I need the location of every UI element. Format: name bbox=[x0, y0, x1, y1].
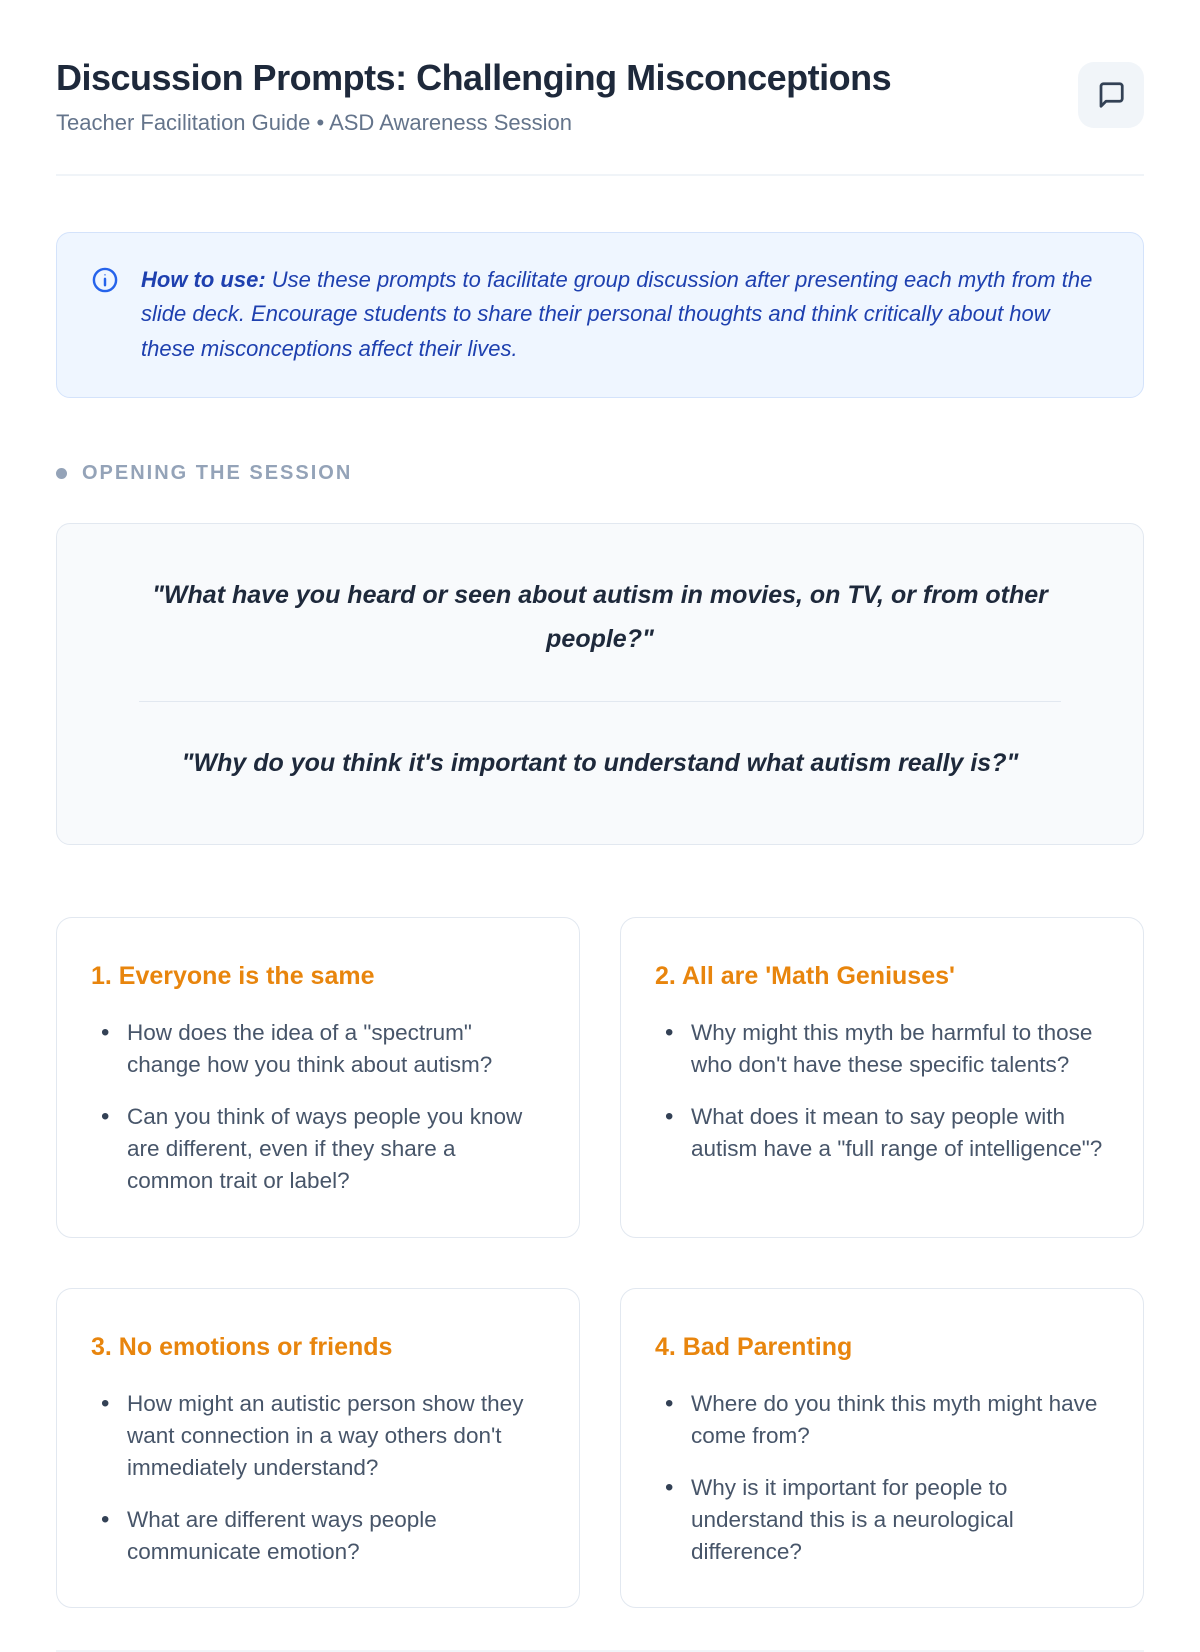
section-bullet-icon bbox=[56, 468, 67, 479]
myth-card-1 bbox=[56, 917, 580, 1238]
section-opening-the-session bbox=[56, 462, 1144, 485]
myth-card-bullets bbox=[91, 1017, 545, 1197]
how-to-use-callout bbox=[56, 232, 1144, 398]
comment-button[interactable] bbox=[1078, 62, 1144, 128]
myth-card-heading: 1. Everyone is the same bbox=[91, 962, 375, 991]
callout-body: Use these prompts to facilitate group discussion after presenting each myth from the slide deck. Encourage students to share their personal thoughts and think critically about how these misconceptions affect their lives. bbox=[141, 266, 1093, 362]
myth-card-4 bbox=[620, 1288, 1144, 1609]
opening-quote: "What have you heard or seen about autism in movies, on TV, or from other people?" bbox=[152, 580, 1048, 653]
comment-icon bbox=[1096, 80, 1126, 110]
info-icon bbox=[91, 266, 119, 294]
page-title: Discussion Prompts: Challenging Misconceptions bbox=[56, 57, 892, 98]
page-subtitle: Teacher Facilitation Guide • ASD Awareness Session bbox=[56, 109, 573, 135]
bullet-item: • What does it mean to say people with autism have a "full range of intelligence"? bbox=[661, 1101, 1109, 1165]
myth-card-heading: 2. All are 'Math Geniuses' bbox=[655, 962, 955, 991]
callout-text bbox=[141, 263, 1109, 367]
section-label-text: OPENING THE SESSION bbox=[82, 461, 353, 484]
page-header bbox=[56, 0, 1144, 136]
myth-card-heading: 4. Bad Parenting bbox=[655, 1332, 853, 1361]
bullet-item: • How might an autistic person show they want connection in a way others don't immediately understand? bbox=[97, 1388, 545, 1484]
header-text bbox=[56, 58, 891, 136]
myth-cards-grid bbox=[56, 917, 1144, 1608]
bullet-item: • What are different ways people communicate emotion? bbox=[97, 1504, 545, 1568]
header-divider bbox=[56, 174, 1144, 176]
myth-card-heading: 3. No emotions or friends bbox=[91, 1332, 393, 1361]
opening-quote: "Why do you think it's important to understand what autism really is?" bbox=[181, 749, 1019, 778]
myth-card-bullets bbox=[655, 1388, 1109, 1568]
opening-quotes-box bbox=[56, 523, 1144, 845]
quote-divider bbox=[139, 701, 1061, 702]
myth-card-bullets bbox=[655, 1017, 1109, 1165]
bullet-item: • Why is it important for people to understand this is a neurological difference? bbox=[661, 1472, 1109, 1568]
bullet-item: • How does the idea of a "spectrum" change how you think about autism? bbox=[97, 1017, 545, 1081]
bullet-item: • Can you think of ways people you know are different, even if they share a common trait or label? bbox=[97, 1101, 545, 1197]
myth-card-3 bbox=[56, 1288, 580, 1609]
bullet-item: • Where do you think this myth might have come from? bbox=[661, 1388, 1109, 1452]
callout-lead: How to use: bbox=[141, 266, 266, 292]
myth-card-bullets bbox=[91, 1388, 545, 1568]
myth-card-2 bbox=[620, 917, 1144, 1238]
bullet-item: • Why might this myth be harmful to those who don't have these specific talents? bbox=[661, 1017, 1109, 1081]
